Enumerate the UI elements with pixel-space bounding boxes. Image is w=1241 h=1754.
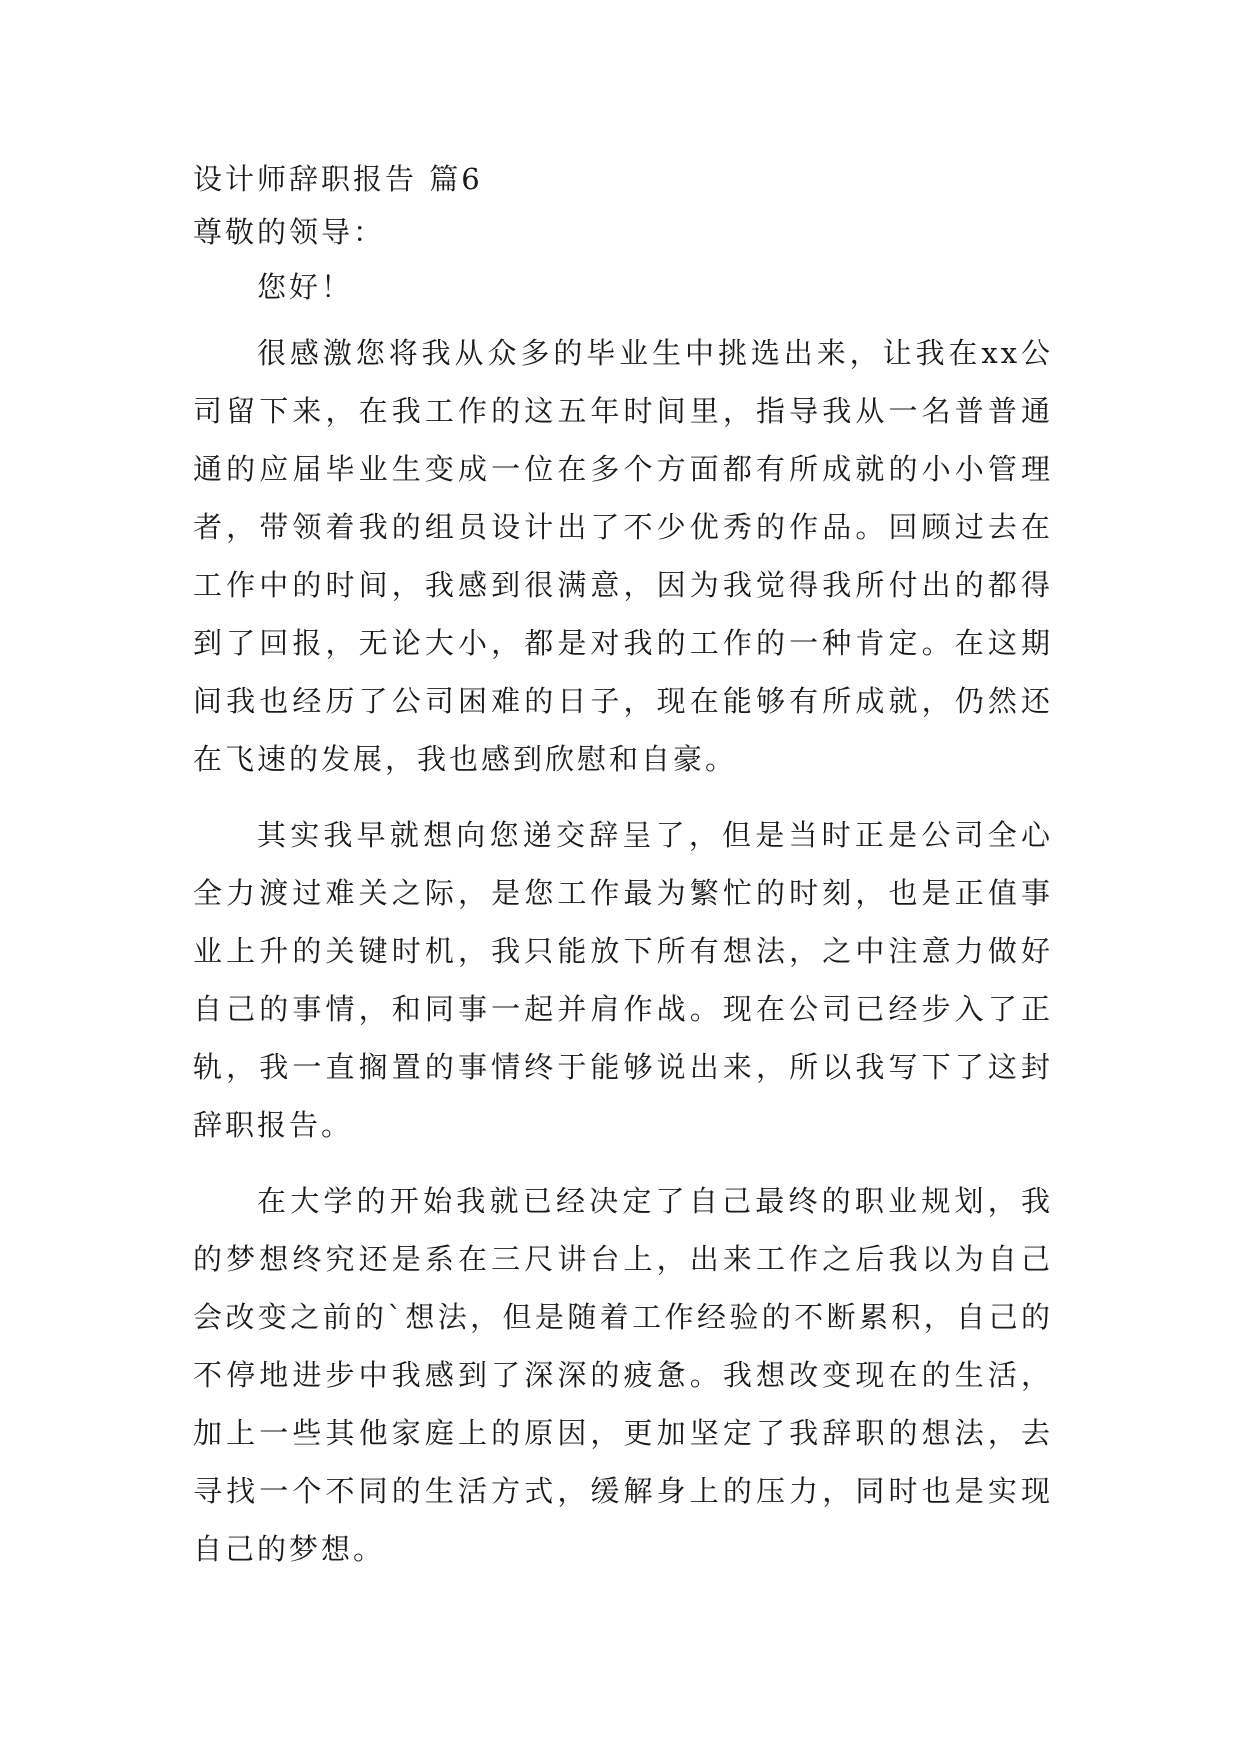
greeting: 您好！ bbox=[257, 270, 354, 304]
paragraph-2: 其实我早就想向您递交辞呈了，但是当时正是公司全心全力渡过难关之际，是您工作最为繁忙的时刻，也是正值事业上升的关键时机，我只能放下所有想法，之中注意力做好自己的事情，和同事一起并肩作战。现在公司已经步入了正轨，我一直搁置的事情终于能够说出来，所以我写下了这封辞职报告。 bbox=[193, 818, 1053, 1142]
document-title: 设计师辞职报告 篇6 bbox=[193, 162, 483, 196]
paragraph-3: 在大学的开始我就已经决定了自己最终的职业规划，我的梦想终究还是系在三尺讲台上，出来工作之后我以为自己会改变之前的`想法，但是随着工作经验的不断累积，自己的不停地进步中我感到了深深的疲惫。我想改变现在的生活，加上一些其他家庭上的原因，更加坚定了我辞职的想法，去寻找一个不同的生活方式，缓解身上的压力，同时也是实现自己的梦想。 bbox=[193, 1184, 1053, 1566]
salutation: 尊敬的领导： bbox=[193, 215, 386, 249]
paragraph-1: 很感激您将我从众多的毕业生中挑选出来，让我在xx公司留下来，在我工作的这五年时间里，指导我从一名普普通通的应届毕业生变成一位在多个方面都有所成就的小小管理者，带领着我的组员设计出了不少优秀的作品。回顾过去在工作中的时间，我感到很满意，因为我觉得我所付出的都得到了回报，无论大小，都是对我的工作的一种肯定。在这期间我也经历了公司困难的日子，现在能够有所成就，仍然还在飞速的发展，我也感到欣慰和自豪。 bbox=[193, 336, 1053, 776]
document-body bbox=[193, 162, 1053, 1596]
